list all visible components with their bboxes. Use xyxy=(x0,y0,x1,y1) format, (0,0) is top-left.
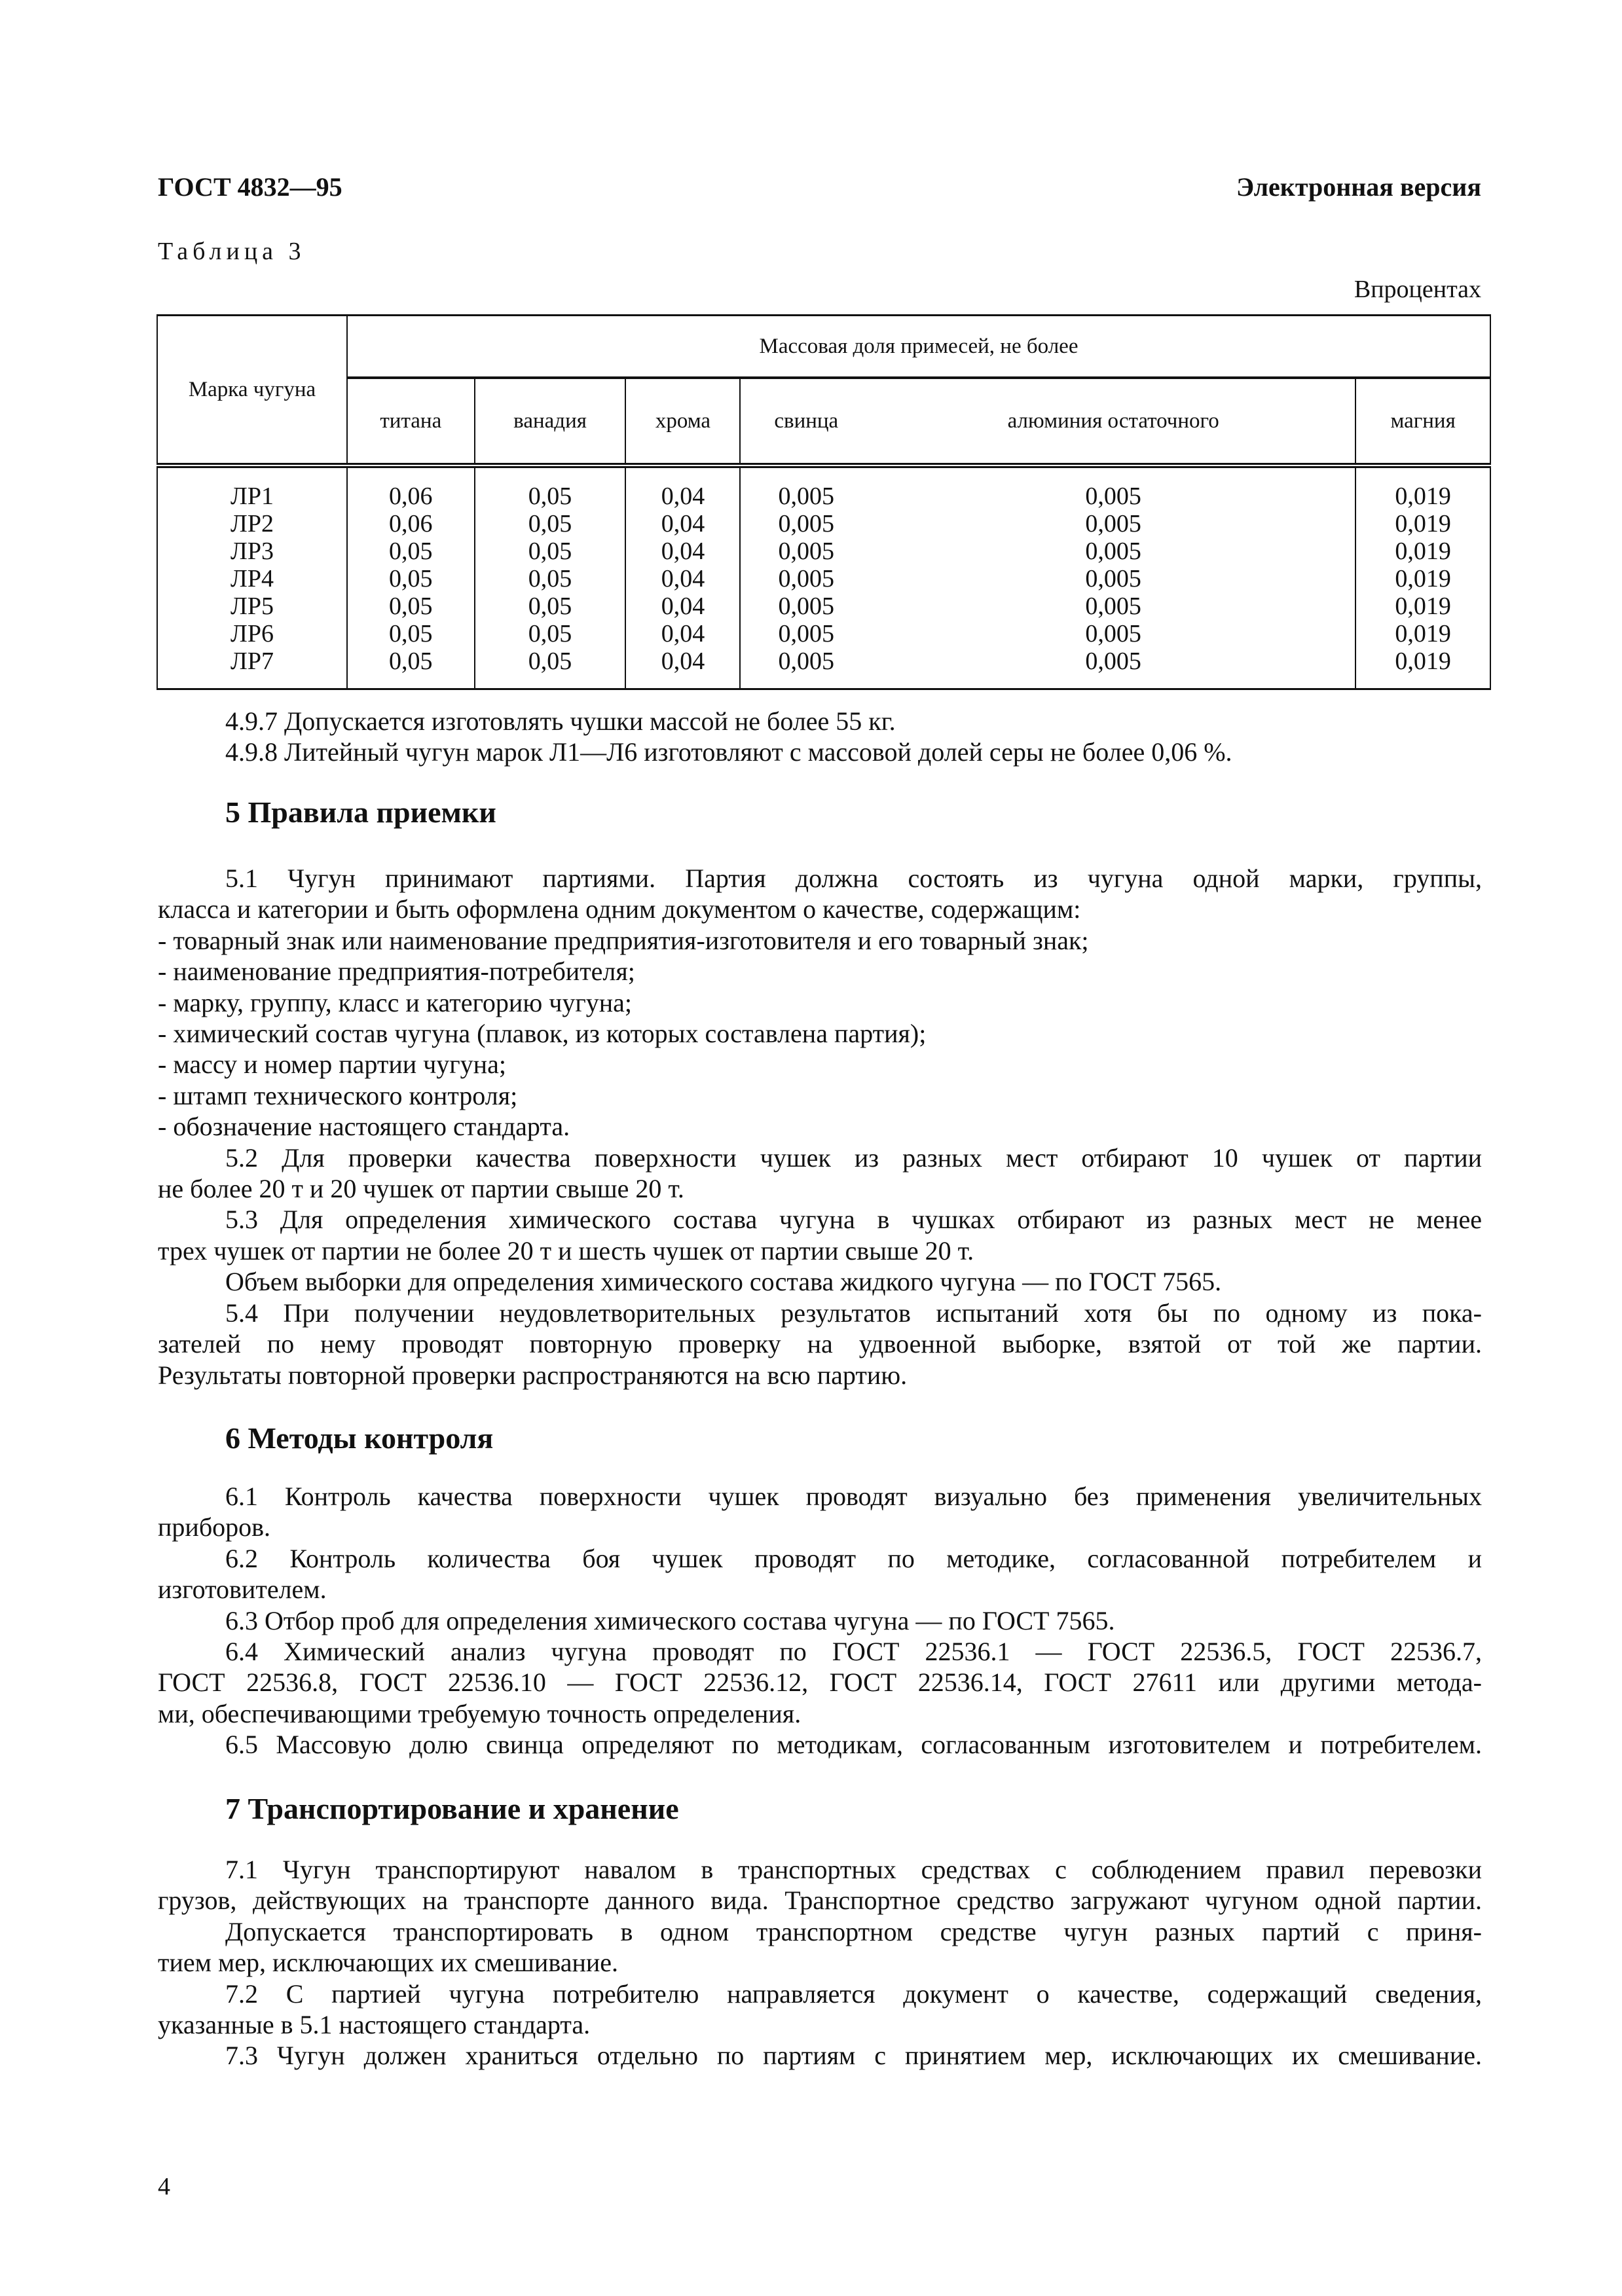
value-cell: 0,005 xyxy=(778,538,835,565)
text-line: 5.4 При получении неудовлетворительных результатов испытаний хотя бы по одному из пока- xyxy=(225,1298,1482,1328)
grade-cell: ЛР3 xyxy=(230,538,274,565)
text-line: тием мер, исключающих их смешивание. xyxy=(158,1948,619,1978)
page-number: 4 xyxy=(158,2173,170,2200)
value-cell: 0,04 xyxy=(661,483,705,510)
value-cell: 0,04 xyxy=(661,592,705,620)
text-line: 5.1 Чугун принимают партиями. Партия должна состоять из чугуна одной марки, группы, xyxy=(225,864,1482,893)
table-body xyxy=(157,465,1490,689)
text-block xyxy=(158,1854,1482,2071)
header-vanadium: ванадия xyxy=(475,378,626,465)
value-cell: 0,005 xyxy=(778,483,835,510)
text-line: 4.9.8 Литейный чугун марок Л1—Л6 изготовляют с массовой долей серы не более 0,06 %. xyxy=(225,737,1232,767)
header-lead: свинца xyxy=(740,378,872,465)
value-cell: 0,005 xyxy=(778,510,835,538)
value-cell: 0,05 xyxy=(389,620,433,647)
text-line: Допускается транспортировать в одном транспортном средстве чугун разных партий с приня- xyxy=(225,1916,1482,1946)
text-line: - обозначение настоящего стандарта. xyxy=(158,1112,570,1142)
value-cell: 0,005 xyxy=(778,620,835,647)
value-cell: 0,05 xyxy=(528,647,572,675)
text-line: 6.2 Контроль количества боя чушек проводят по методике, согласованной потребителем и xyxy=(225,1543,1482,1573)
section-heading: 7 Транспортирование и хранение xyxy=(225,1792,679,1825)
text-line: 6.3 Отбор проб для определения химического состава чугуна — по ГОСТ 7565. xyxy=(225,1605,1115,1635)
value-cell: 0,05 xyxy=(528,592,572,620)
value-column xyxy=(740,465,872,689)
document-code: ГОСТ 4832—95 xyxy=(158,172,342,202)
value-cell: 0,019 xyxy=(1395,538,1451,565)
grade-cell: ЛР4 xyxy=(230,565,274,592)
text-line: Объем выборки для определения химического состава жидкого чугуна — по ГОСТ 7565. xyxy=(225,1267,1222,1297)
text-line: - химический состав чугуна (плавок, из которых составлена партия); xyxy=(158,1019,927,1049)
value-cell: 0,005 xyxy=(1085,592,1141,620)
text-line: класса и категории и быть оформлена одним документом о качестве, содержащим: xyxy=(158,894,1081,924)
header-chromium: хрома xyxy=(625,378,740,465)
value-cell: 0,05 xyxy=(389,538,433,565)
value-cell: 0,019 xyxy=(1395,483,1451,510)
text-line: - массу и номер партии чугуна; xyxy=(158,1049,506,1080)
value-column xyxy=(872,465,1355,689)
text-line: не более 20 т и 20 чушек от партии свыше 20 т. xyxy=(158,1174,684,1204)
text-block xyxy=(158,706,1482,768)
value-cell: 0,06 xyxy=(389,510,433,538)
value-cell: 0,05 xyxy=(528,510,572,538)
version-label: Электронная версия xyxy=(1236,172,1481,202)
grade-cell: ЛР1 xyxy=(230,483,274,510)
header-aluminium: алюминия остаточного xyxy=(872,378,1355,465)
value-cell: 0,04 xyxy=(661,510,705,538)
text-line: 6.5 Массовую долю свинца определяют по методикам, согласованным изготовителем и потребителем. xyxy=(225,1730,1482,1760)
text-line: 7.2 С партией чугуна потребителю направляется документ о качестве, содержащий сведения, xyxy=(225,1978,1482,2009)
value-cell: 0,005 xyxy=(1085,647,1141,675)
text-line: Результаты повторной проверки распространяются на всю партию. xyxy=(158,1360,908,1390)
value-column xyxy=(475,465,626,689)
value-cell: 0,04 xyxy=(661,565,705,592)
text-line: указанные в 5.1 настоящего стандарта. xyxy=(158,2010,591,2040)
grade-cell: ЛР2 xyxy=(230,510,274,538)
value-cell: 0,06 xyxy=(389,483,433,510)
value-cell: 0,005 xyxy=(778,565,835,592)
header-magnesium: магния xyxy=(1355,378,1490,465)
text-line: приборов. xyxy=(158,1512,271,1542)
value-cell: 0,005 xyxy=(1085,538,1141,565)
value-cell: 0,04 xyxy=(661,538,705,565)
table-label: Таблица 3 xyxy=(158,238,306,265)
value-cell: 0,005 xyxy=(1085,483,1141,510)
value-cell: 0,019 xyxy=(1395,620,1451,647)
value-cell: 0,019 xyxy=(1395,647,1451,675)
text-line: - товарный знак или наименование предприятия-изготовителя и его товарный знак; xyxy=(158,925,1089,955)
table-units: Впроцентах xyxy=(1354,276,1481,303)
value-column xyxy=(625,465,740,689)
text-block xyxy=(158,1481,1482,1760)
value-column xyxy=(1355,465,1490,689)
value-cell: 0,05 xyxy=(389,565,433,592)
header-grade: Марка чугуна xyxy=(157,316,347,466)
value-cell: 0,05 xyxy=(528,483,572,510)
value-cell: 0,04 xyxy=(661,620,705,647)
impurities-table xyxy=(157,314,1491,690)
text-line: ГОСТ 22536.8, ГОСТ 22536.10 — ГОСТ 22536.12, ГОСТ 22536.14, ГОСТ 27611 или другими метода- xyxy=(158,1667,1482,1698)
text-line: зателей по нему проводят повторную проверку на удвоенной выборке, взятой от той же партии. xyxy=(158,1329,1482,1359)
text-line: ми, обеспечивающими требуемую точность определения. xyxy=(158,1698,802,1728)
text-line: трех чушек от партии не более 20 т и шесть чушек от партии свыше 20 т. xyxy=(158,1235,974,1266)
text-line: - наименование предприятия-потребителя; xyxy=(158,957,635,987)
value-column xyxy=(347,465,475,689)
text-line: - марку, группу, класс и категорию чугуна; xyxy=(158,987,633,1017)
value-cell: 0,005 xyxy=(1085,620,1141,647)
value-cell: 0,019 xyxy=(1395,565,1451,592)
value-cell: 0,05 xyxy=(528,565,572,592)
grade-cell: ЛР7 xyxy=(230,647,274,675)
value-cell: 0,019 xyxy=(1395,592,1451,620)
grade-cell: ЛР6 xyxy=(230,620,274,647)
value-cell: 0,005 xyxy=(778,592,835,620)
grade-column xyxy=(157,465,347,689)
text-line: изготовителем. xyxy=(158,1575,327,1605)
text-line: 5.2 Для проверки качества поверхности чушек из разных мест отбирают 10 чушек от партии xyxy=(225,1142,1482,1173)
value-cell: 0,05 xyxy=(389,647,433,675)
text-block xyxy=(158,863,1482,1391)
header-group: Массовая доля примесей, не более xyxy=(347,316,1490,378)
grade-cell: ЛР5 xyxy=(230,592,274,620)
text-line: 4.9.7 Допускается изготовлять чушки массой не более 55 кг. xyxy=(225,706,896,736)
section-heading: 5 Правила приемки xyxy=(225,795,496,829)
text-line: 5.3 Для определения химического состава чугуна в чушках отбирают из разных мест не менее xyxy=(225,1205,1482,1235)
text-line: грузов, действующих на транспорте данного вида. Транспортное средство загружают чугуном одной партии. xyxy=(158,1886,1482,1916)
value-cell: 0,05 xyxy=(528,620,572,647)
text-line: 7.3 Чугун должен храниться отдельно по партиям с принятием мер, исключающих их смешивание. xyxy=(225,2041,1482,2071)
value-cell: 0,005 xyxy=(778,647,835,675)
text-line: 6.4 Химический анализ чугуна проводят по ГОСТ 22536.1 — ГОСТ 22536.5, ГОСТ 22536.7, xyxy=(225,1637,1482,1667)
text-line: - штамп технического контроля; xyxy=(158,1080,518,1110)
text-line: 7.1 Чугун транспортируют навалом в транспортных средствах с соблюдением правил перевозки xyxy=(225,1855,1482,1884)
text-line: 6.1 Контроль качества поверхности чушек проводят визуально без применения увеличительных xyxy=(225,1482,1482,1511)
header-titanium: титана xyxy=(347,378,475,465)
value-cell: 0,04 xyxy=(661,647,705,675)
value-cell: 0,019 xyxy=(1395,510,1451,538)
value-cell: 0,05 xyxy=(389,592,433,620)
section-heading: 6 Методы контроля xyxy=(225,1421,494,1455)
value-cell: 0,05 xyxy=(528,538,572,565)
value-cell: 0,005 xyxy=(1085,565,1141,592)
value-cell: 0,005 xyxy=(1085,510,1141,538)
